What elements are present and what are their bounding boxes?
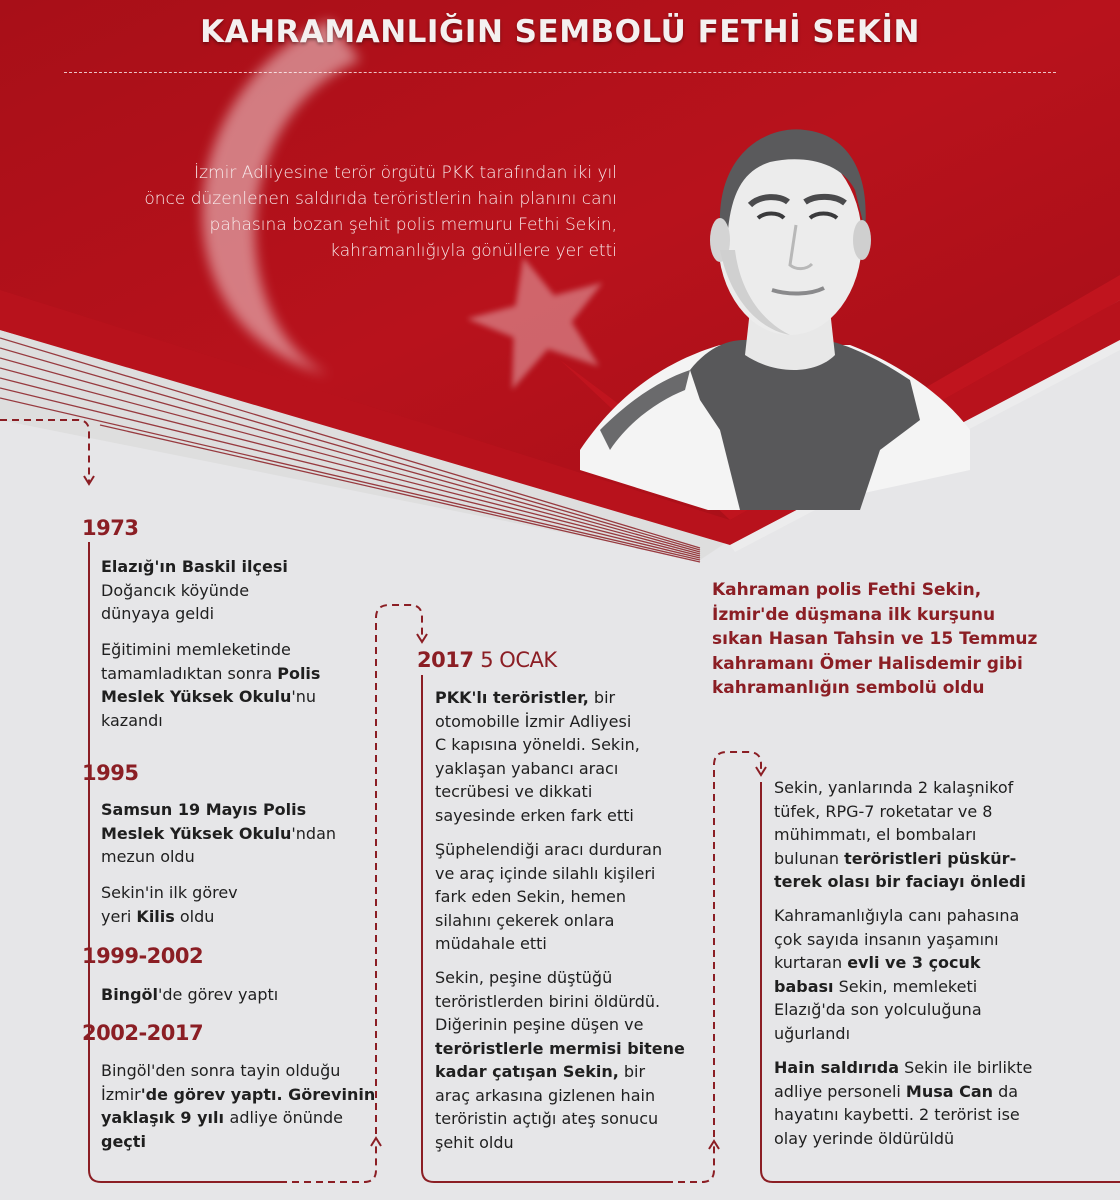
- text-line: Eğitimini memleketinde: [101, 640, 291, 659]
- year-label: 2017: [417, 648, 474, 672]
- text-line: silahını çekerek onlara: [435, 910, 615, 930]
- text-line: otomobille İzmir Adliyesi: [435, 711, 632, 731]
- text-line: mühimmatı, el bombaları: [774, 825, 977, 844]
- rich-line: adliye personeli Musa Can da: [774, 1081, 1019, 1101]
- quote-line: Kahraman polis Fethi Sekin,: [712, 580, 982, 600]
- rich-line: tamamladıktan sonra Polis: [101, 663, 321, 683]
- timeline-text: [774, 776, 1064, 894]
- intro-line: pahasına bozan şehit polis memuru Fethi Sekin,: [209, 215, 617, 235]
- highlight-quote: [712, 578, 1052, 701]
- quote-line: sıkan Hasan Tahsin ve 15 Temmuz: [712, 629, 1038, 649]
- timeline-text: [101, 638, 371, 732]
- text-line: kazandı: [101, 710, 163, 730]
- text-line: fark eden Sekin, hemen: [435, 887, 627, 906]
- timeline-year-1973: 1973: [82, 516, 139, 540]
- timeline-year-2002-2017: 2002-2017: [82, 1021, 204, 1045]
- text-line: Bingöl'den sonra tayin olduğu: [101, 1061, 341, 1080]
- text-line: hayatını kaybetti. 2 terörist ise: [774, 1105, 1020, 1124]
- timeline-text: [774, 1056, 1074, 1150]
- timeline-text: [101, 555, 361, 626]
- rich-line: Meslek Yüksek Okulu'nu: [101, 687, 317, 706]
- text-line: teröristlerden birini öldürdü.: [435, 991, 661, 1011]
- text-line: dünyaya geldi: [101, 604, 215, 623]
- text-line: C kapısına yöneldi. Sekin,: [435, 735, 640, 754]
- timeline-year-1999-2002: 1999-2002: [82, 944, 204, 968]
- rich-line: İzmir'de görev yaptı. Görevinin: [101, 1084, 376, 1104]
- timeline-text: [101, 1059, 376, 1153]
- date-label: 5 OCAK: [480, 648, 557, 672]
- text-line: müdahale etti: [435, 934, 547, 953]
- text-line: Sekin, peşine düştüğü: [435, 968, 613, 987]
- rich-line: bulunan teröristleri püskür-: [774, 848, 1017, 868]
- rich-line: kurtaran evli ve 3 çocuk: [774, 953, 981, 972]
- rich-line: teröristlerle mermisi bitene: [435, 1038, 685, 1058]
- rich-line: Bingöl'de görev yaptı: [101, 985, 279, 1004]
- text-line: ve araç içinde silahlı kişileri: [435, 863, 656, 883]
- timeline-year-1995: 1995: [82, 761, 139, 785]
- text-line: Sekin, yanlarında 2 kalaşnikof: [774, 778, 1014, 797]
- rich-line: Meslek Yüksek Okulu'ndan: [101, 823, 337, 843]
- timeline-year-2017: [417, 648, 557, 672]
- text-line: çok sayıda insanın yaşamını: [774, 929, 999, 949]
- text-line: Diğerinin peşine düşen ve: [435, 1015, 644, 1034]
- quote-line: kahramanı Ömer Halisdemir gibi: [712, 653, 1023, 674]
- rich-line: yaklaşık 9 yılı adliye önünde: [101, 1108, 343, 1127]
- rich-line: kadar çatışan Sekin, bir: [435, 1062, 646, 1081]
- text-line: şehit oldu: [435, 1132, 514, 1152]
- page-title: KAHRAMANLIĞIN SEMBOLÜ FETHİ SEKİN: [200, 14, 920, 50]
- text-line: araç arkasına gizlenen hain: [435, 1085, 656, 1105]
- timeline-text: [435, 966, 710, 1154]
- rich-line: babası Sekin, memleketi: [774, 976, 978, 996]
- text-line: mezun oldu: [101, 847, 195, 866]
- rich-line: terek olası bir faciayı önledi: [774, 872, 1026, 891]
- timeline-text: [101, 983, 371, 1007]
- text-line: olay yerinde öldürüldü: [774, 1128, 955, 1148]
- text-line: Doğancık köyünde: [101, 580, 250, 600]
- rich-line: PKK'lı teröristler, bir: [435, 688, 616, 707]
- rich-line: Samsun 19 Mayıs Polis: [101, 800, 307, 819]
- timeline-text: [435, 686, 695, 827]
- quote-line: İzmir'de düşmana ilk kurşunu: [712, 604, 996, 625]
- text-line: uğurlandı: [774, 1023, 851, 1043]
- text-line: Şüphelendiği aracı durduran: [435, 840, 663, 859]
- text-line: Elazığ'da son yolculuğuna: [774, 1000, 982, 1019]
- rich-line: Hain saldırıda Sekin ile birlikte: [774, 1058, 1033, 1077]
- timeline-text: [101, 798, 371, 869]
- rich-line: Elazığ'ın Baskil ilçesi: [101, 557, 288, 576]
- rich-line: geçti: [101, 1131, 146, 1151]
- text-line: tüfek, RPG-7 roketatar ve 8: [774, 801, 993, 821]
- quote-line: kahramanlığın sembolü oldu: [712, 678, 985, 698]
- text-line: teröristin açtığı ateş sonucu: [435, 1109, 659, 1128]
- text-line: yaklaşan yabancı aracı: [435, 758, 619, 778]
- text-line: tecrübesi ve dikkati: [435, 782, 593, 801]
- rich-line: yeri Kilis oldu: [101, 906, 215, 926]
- timeline-text: [774, 904, 1064, 1045]
- text-line: sayesinde erken fark etti: [435, 805, 634, 825]
- intro-line: önce düzenlenen saldırıda teröristlerin hain planını canı: [144, 189, 617, 209]
- intro-line: İzmir Adliyesine terör örgütü PKK tarafından iki yıl: [194, 163, 617, 183]
- text-line: Kahramanlığıyla canı pahasına: [774, 906, 1020, 925]
- timeline-text: [435, 838, 705, 956]
- text-line: Sekin'in ilk görev: [101, 883, 238, 902]
- intro-line: kahramanlığıyla gönüllere yer etti: [330, 241, 617, 261]
- timeline-text: [101, 881, 371, 928]
